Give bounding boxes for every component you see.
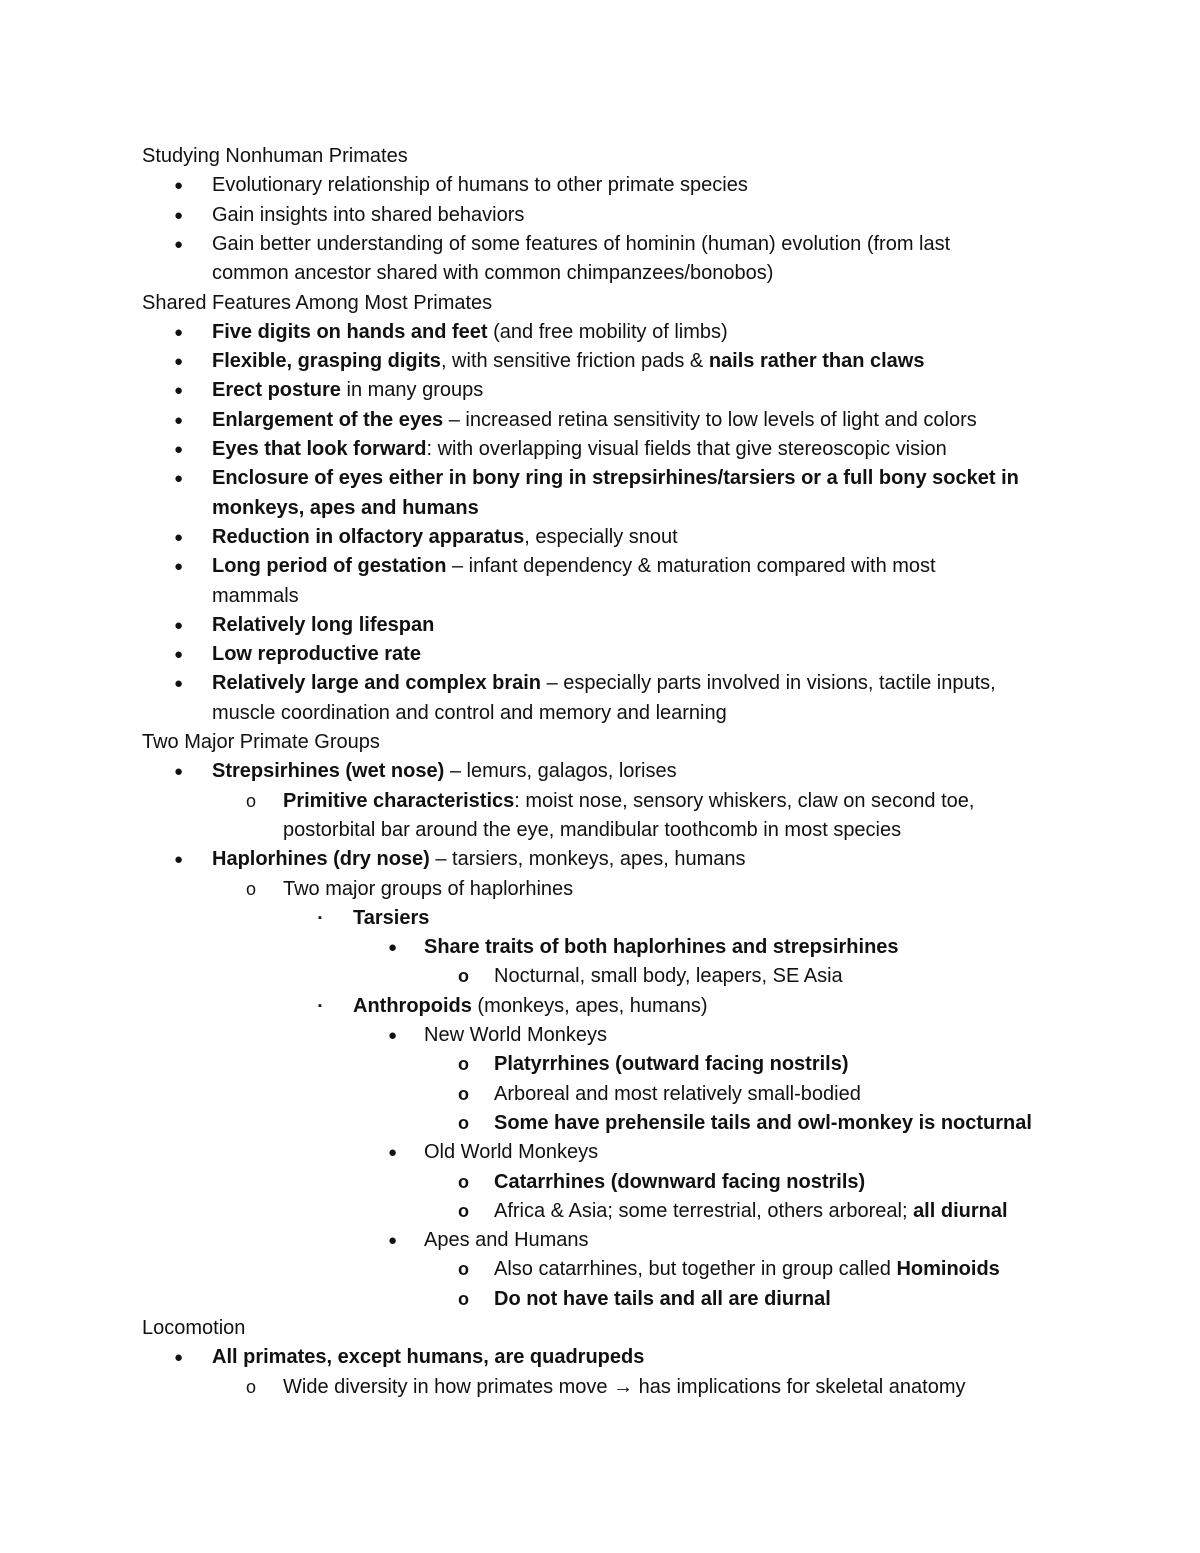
bold-text-run: All primates, except humans, are quadrupeds	[212, 1346, 645, 1369]
text-run: (and free mobility of limbs)	[487, 320, 728, 343]
text-run: Nocturnal, small body, leapers, SE Asia	[494, 965, 843, 988]
list-item	[212, 376, 483, 405]
bullet-marker-icon: ▪	[318, 911, 322, 924]
text-run: Two major groups of haplorhines	[283, 877, 574, 900]
bullet-marker-icon: ●	[174, 763, 184, 781]
text-run: muscle coordination and control and memory and learning	[212, 701, 727, 724]
bullet-marker-icon: o	[246, 878, 257, 899]
list-item	[424, 1226, 589, 1255]
bold-text-run: all diurnal	[913, 1199, 1008, 1222]
text-run: Gain insights into shared behaviors	[212, 203, 525, 226]
bullet-marker-icon: ●	[174, 206, 184, 224]
text-run: , with sensitive friction pads &	[440, 350, 709, 373]
bullet-marker-icon: ●	[174, 528, 184, 546]
bullet-marker-icon: o	[458, 1171, 469, 1192]
list-item	[212, 523, 678, 552]
text-run: Africa & Asia; some terrestrial, others arboreal;	[494, 1199, 914, 1222]
bold-text-run: →	[613, 1375, 634, 1398]
list-item	[494, 1080, 861, 1109]
text-run: , especially snout	[524, 525, 678, 548]
text-run: – especially parts involved in visions, tactile inputs,	[541, 672, 996, 695]
bullet-marker-icon: ●	[174, 558, 184, 576]
bullet-marker-icon: ●	[174, 382, 184, 400]
bullet-marker-icon: ●	[174, 851, 184, 869]
list-item	[424, 1021, 607, 1050]
list-item	[212, 757, 677, 786]
bold-text-run: Eyes that look forward	[212, 438, 427, 460]
list-item-continuation	[283, 816, 901, 845]
list-item	[212, 845, 746, 874]
bullet-marker-icon: o	[458, 1259, 469, 1280]
list-item	[494, 1197, 1008, 1226]
bold-text-run: Hominoids	[896, 1258, 1000, 1281]
section-heading: Studying Nonhuman Primates	[142, 145, 408, 167]
text-run: in many groups	[340, 379, 484, 402]
bold-text-run: Primitive characteristics	[283, 789, 515, 812]
text-run: – infant dependency & maturation compared with most	[446, 555, 936, 578]
text-run: postorbital bar around the eye, mandibular toothcomb in most species	[283, 818, 902, 841]
text-run: Arboreal and most relatively small-bodied	[494, 1082, 861, 1105]
bold-text-run: Relatively long lifespan	[212, 613, 435, 636]
list-item	[212, 552, 936, 581]
text-run: Evolutionary relationship of humans to other primate species	[212, 174, 748, 197]
list-item	[353, 992, 708, 1021]
bullet-marker-icon: o	[458, 1112, 469, 1133]
text-run: (monkeys, apes, humans)	[471, 994, 708, 1017]
text-run: mammals	[212, 584, 299, 607]
bold-text-run: Low reproductive rate	[212, 643, 421, 666]
list-item-continuation	[212, 699, 727, 728]
text-run: – increased retina sensitivity to low levels of light and colors	[443, 408, 977, 431]
list-item	[494, 1285, 831, 1314]
list-item	[212, 611, 434, 640]
bullet-marker-icon: ●	[174, 411, 184, 429]
list-item	[212, 640, 421, 669]
bold-text-run: nails rather than claws	[708, 350, 925, 373]
list-item	[212, 347, 924, 376]
list-item	[424, 1138, 598, 1167]
bullet-marker-icon: o	[246, 1376, 257, 1397]
list-item	[494, 1109, 1032, 1138]
bullet-marker-icon: ●	[174, 1349, 184, 1367]
list-item	[494, 1168, 865, 1197]
text-run: – tarsiers, monkeys, apes, humans	[429, 848, 746, 871]
bullet-marker-icon: ●	[174, 675, 184, 693]
bullet-marker-icon: ●	[174, 235, 184, 253]
bold-text-run: Haplorhines (dry nose)	[212, 848, 430, 871]
list-item	[494, 962, 843, 991]
bullet-marker-icon: o	[458, 966, 469, 987]
bullet-marker-icon: ●	[174, 323, 184, 341]
bullet-marker-icon: ●	[174, 646, 184, 664]
list-item-continuation	[212, 494, 479, 523]
list-item	[353, 904, 429, 933]
list-item	[283, 787, 974, 816]
bullet-marker-icon: ●	[388, 939, 398, 957]
bold-text-run: Anthropoids	[353, 994, 472, 1017]
bullet-marker-icon: ●	[388, 1232, 398, 1250]
list-item	[283, 1373, 965, 1402]
list-item	[212, 1343, 644, 1372]
bold-text-run: Enlargement of the eyes	[212, 408, 444, 431]
list-item	[494, 1050, 849, 1079]
text-run: : moist nose, sensory whiskers, claw on second toe,	[514, 789, 975, 812]
bullet-marker-icon: ▪	[318, 999, 322, 1012]
text-run: Wide diversity in how primates move	[283, 1375, 614, 1398]
bullet-marker-icon: ●	[174, 470, 184, 488]
bold-text-run: Long period of gestation	[212, 555, 447, 578]
bold-text-run: Flexible, grasping digits	[212, 350, 441, 373]
bullet-marker-icon: o	[458, 1200, 469, 1221]
list-item	[212, 171, 748, 200]
list-item	[212, 464, 1019, 493]
list-item	[212, 201, 524, 230]
bold-text-run: Tarsiers	[353, 906, 430, 929]
bullet-marker-icon: ●	[174, 441, 184, 458]
text-run: New World Monkeys	[424, 1024, 608, 1046]
bold-text-run: Some have prehensile tails and owl-monkey is nocturnal	[494, 1111, 1032, 1134]
bullet-marker-icon: o	[458, 1288, 469, 1309]
bullet-marker-icon: ●	[174, 353, 184, 371]
bold-text-run: Reduction in olfactory apparatus	[212, 525, 525, 548]
bold-text-run: Strepsirhines (wet nose)	[212, 760, 445, 783]
list-item	[212, 230, 950, 259]
bullet-marker-icon: ●	[174, 177, 184, 195]
bold-text-run: Share traits of both haplorhines and strepsirhines	[424, 936, 899, 959]
text-run: : with overlapping visual fields that give stereoscopic vision	[426, 438, 947, 460]
list-item	[494, 1255, 1000, 1284]
text-run: Also catarrhines, but together in group called	[494, 1258, 897, 1281]
text-run: has implications for skeletal anatomy	[633, 1375, 966, 1398]
text-run: – lemurs, galagos, lorises	[444, 760, 677, 783]
list-item	[212, 406, 977, 435]
bold-text-run: Enclosure of eyes either in bony ring in strepsirhines/tarsiers or a full bony socket in	[212, 467, 1019, 490]
section-heading: Two Major Primate Groups	[142, 731, 380, 753]
bold-text-run: Erect posture	[212, 379, 341, 402]
list-item	[283, 875, 573, 904]
list-item	[212, 435, 947, 464]
bullet-marker-icon: o	[246, 790, 257, 811]
list-item	[212, 318, 728, 347]
text-run: Apes and Humans	[424, 1229, 589, 1252]
bullet-marker-icon: o	[458, 1054, 469, 1075]
bold-text-run: Platyrrhines (outward facing nostrils)	[494, 1053, 849, 1076]
list-item-continuation	[212, 259, 773, 288]
list-item	[212, 669, 996, 698]
text-run: Gain better understanding of some features of hominin (human) evolution (from last	[212, 232, 951, 255]
bold-text-run: Do not have tails and all are diurnal	[494, 1287, 831, 1310]
bold-text-run: Relatively large and complex brain	[212, 672, 542, 695]
bullet-marker-icon: o	[458, 1083, 469, 1104]
bullet-marker-icon: ●	[388, 1144, 398, 1162]
list-item-continuation	[212, 582, 299, 611]
section-heading: Locomotion	[142, 1317, 246, 1339]
bullet-marker-icon: ●	[388, 1027, 398, 1044]
bold-text-run: Five digits on hands and feet	[212, 320, 488, 343]
bold-text-run: monkeys, apes and humans	[212, 496, 479, 519]
section-heading: Shared Features Among Most Primates	[142, 291, 493, 314]
text-run: common ancestor shared with common chimpanzees/bonobos)	[212, 262, 774, 285]
text-run: Old World Monkeys	[424, 1141, 599, 1164]
bold-text-run: Catarrhines (downward facing nostrils)	[494, 1170, 866, 1193]
bullet-marker-icon: ●	[174, 616, 184, 634]
list-item	[424, 933, 899, 962]
